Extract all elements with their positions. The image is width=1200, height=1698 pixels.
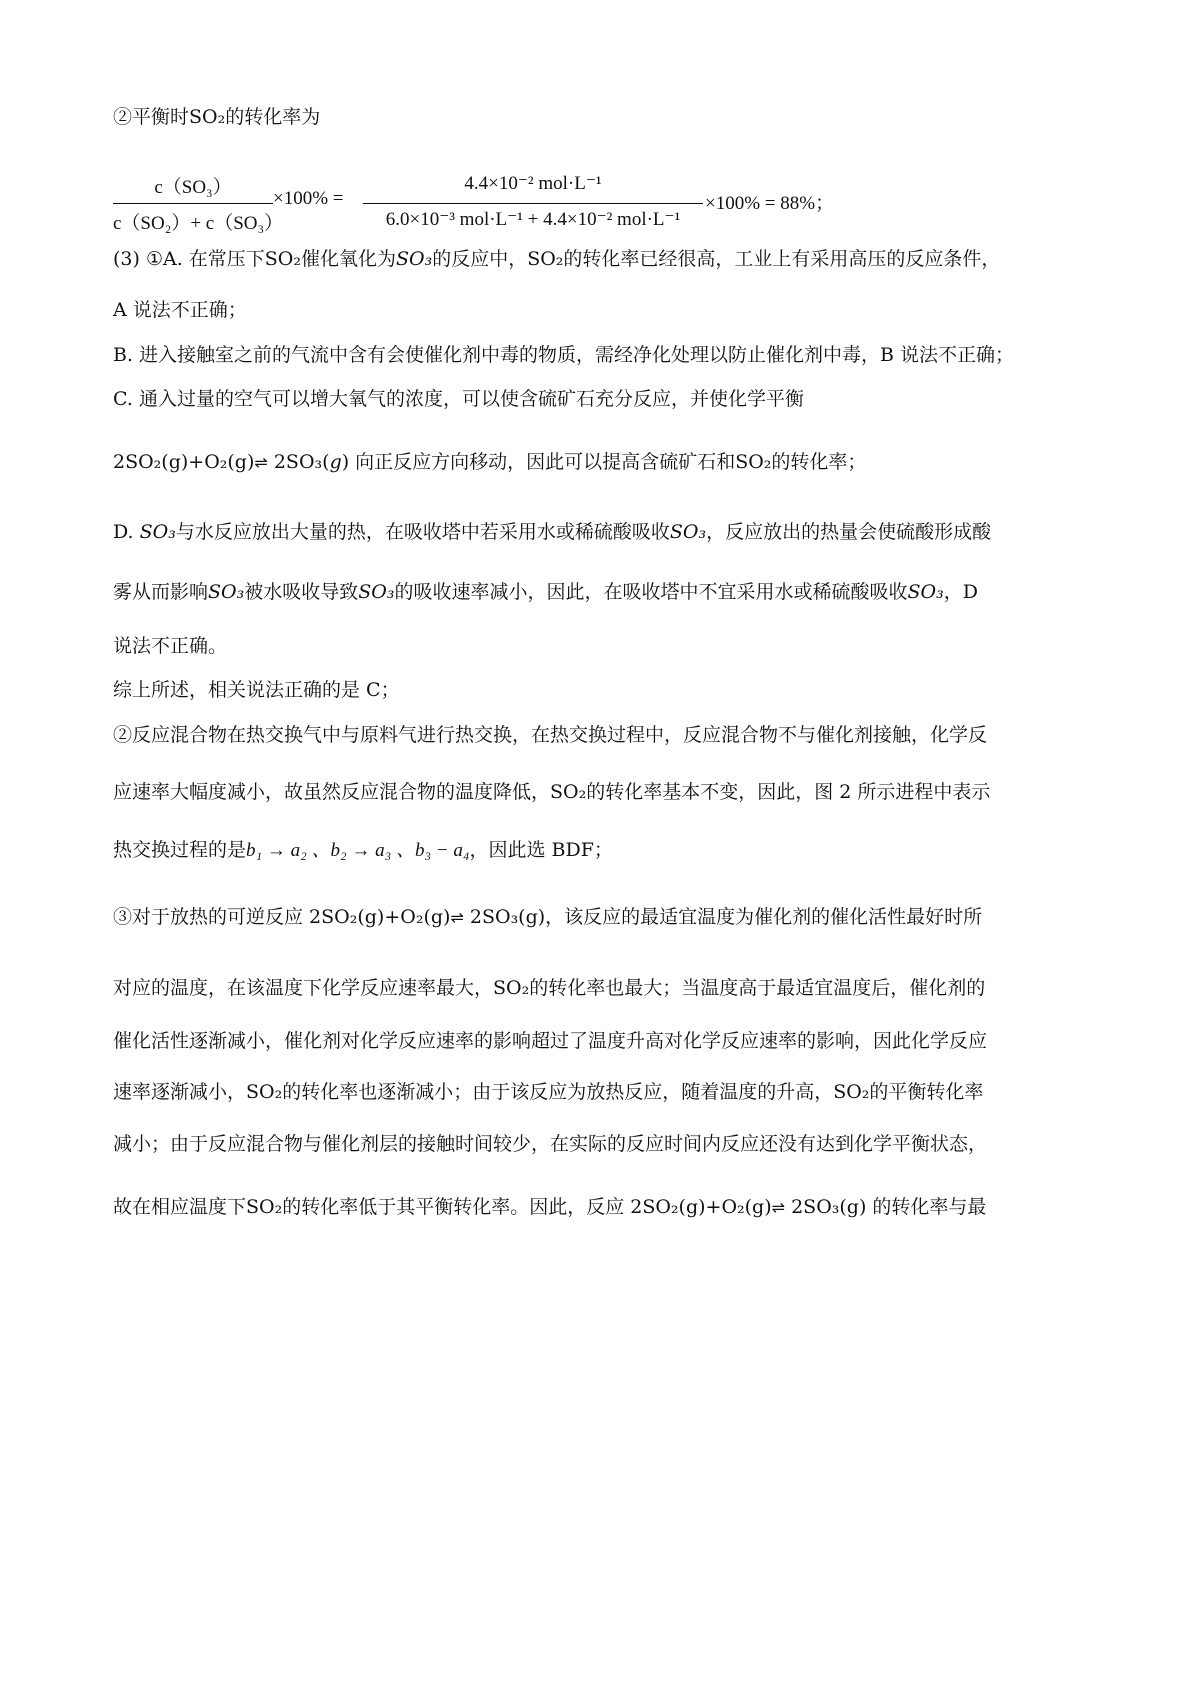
fraction-1-denominator: c（SO₂）+ c（SO₃） (113, 213, 284, 234)
equilibrium-arrow-icon: ⇌ (771, 1198, 786, 1217)
text-line-13-c: ，因此选 BDF； (469, 839, 613, 861)
text-line-15: 对应的温度，在该温度下化学反应速率最大，SO₂的转化率也最大；当温度高于最适宜温度后，催化剂的 (113, 977, 986, 999)
fraction-2-bar (363, 203, 703, 204)
text-line-6 (113, 448, 866, 477)
text-line-7-a: D. (113, 521, 140, 543)
text-line-4: B. 进入接触室之前的气流中含有会使催化剂中毒的物质，需经净化处理以防止催化剂中毒，B 说法不正确； (113, 344, 1015, 366)
so3-italic: SO₃ (396, 248, 433, 270)
text-line-19 (113, 1193, 986, 1222)
so3-italic: SO₃ (358, 581, 395, 603)
text-line-18: 减小；由于反应混合物与催化剂层的接触时间较少，在实际的反应时间内反应还没有达到化学平衡状态， (113, 1133, 988, 1155)
so3-italic: SO₃ (907, 581, 944, 603)
so3-italic: SO₃ (139, 521, 176, 543)
text-line-7-c: 与水反应放出大量的热，在吸收塔中若采用水或稀硫酸吸收 (175, 521, 670, 543)
text-line-7-e: ，反应放出的热量会使硫酸形成酸 (706, 521, 992, 543)
text-line-19-a: 故在相应温度下SO₂的转化率低于其平衡转化率。因此，反应 2SO₂(g)+O₂(g) (113, 1196, 772, 1218)
text-line-11: ②反应混合物在热交换气中与原料气进行热交换，在热交换过程中，反应混合物不与催化剂接触，化学反 (113, 724, 988, 746)
text-line-3: A 说法不正确； (113, 299, 247, 321)
text-line-8-c: 被水吸收导致 (244, 581, 359, 603)
text-line-10: 综上所述，相关说法正确的是 C； (113, 679, 400, 701)
text-line-8 (113, 578, 978, 606)
text-line-14 (113, 903, 982, 932)
text-line-8-a: 雾从而影响 (113, 581, 209, 603)
equilibrium-arrow-icon: ⇌ (254, 453, 268, 472)
fraction-2-numerator: 4.4×10⁻² mol·L⁻¹ (464, 173, 602, 194)
process-steps: b₁ → a₂ 、b₂ → a₃ 、b₃ − a₄ (246, 840, 470, 861)
eq-right-g: g (329, 451, 342, 473)
text-line-13 (113, 836, 613, 865)
fraction-2 (363, 170, 703, 240)
eq-left: 2SO₂(g)+O₂(g) (113, 451, 255, 473)
text-line-8-g: ，D (943, 581, 978, 603)
formula-result: ×100% = 88%； (705, 193, 835, 214)
eq-right-a: 2SO₃( (273, 451, 330, 473)
conversion-formula (113, 170, 1013, 240)
text-line-14-a: ③对于放热的可逆反应 2SO₂(g)+O₂(g) (113, 906, 451, 928)
equilibrium-arrow-icon: ⇌ (450, 908, 464, 927)
text-line-16: 催化活性逐渐减小，催化剂对化学反应速率的影响超过了温度升高对化学反应速率的影响，因此化学反应 (113, 1030, 988, 1052)
text-line-7 (113, 518, 991, 546)
text-line-2-c: 的反应中，SO₂的转化率已经很高，工业上有采用高压的反应条件， (432, 248, 1001, 270)
fraction-2-denominator: 6.0×10⁻³ mol·L⁻¹ + 4.4×10⁻² mol·L⁻¹ (385, 209, 681, 230)
so3-italic: SO₃ (669, 521, 707, 543)
fraction-1 (113, 170, 284, 240)
fraction-1-numerator: c（SO₃） (154, 177, 232, 198)
text-line-12: 应速率大幅度减小，故虽然反应混合物的温度降低，SO₂的转化率基本不变，因此，图 2 所示进程中表示 (113, 781, 991, 803)
text-line-2-a: (3) ①A. 在常压下SO₂催化氧化为 (113, 248, 396, 270)
so3-italic: SO₃ (208, 581, 245, 603)
fraction-1-bar (113, 203, 273, 204)
text-line-14-b: 2SO₃(g)，该反应的最适宜温度为催化剂的催化活性最好时所 (463, 906, 983, 928)
text-line-13-a: 热交换过程的是 (113, 839, 247, 861)
text-line-19-b: 2SO₃(g) 的转化率与最 (785, 1196, 987, 1218)
text-line-2 (113, 245, 1000, 273)
text-line-8-e: 的吸收速率减小，因此，在吸收塔中不宜采用水或稀硫酸吸收 (394, 581, 908, 603)
eq-right-d: ) 向正反应方向移动，因此可以提高含硫矿石和SO₂的转化率； (341, 451, 867, 473)
text-line-9: 说法不正确。 (113, 635, 228, 657)
text-line-5: C. 通入过量的空气可以增大氧气的浓度，可以使含硫矿石充分反应，并使化学平衡 (113, 388, 804, 410)
text-line-17: 速率逐渐减小，SO₂的转化率也逐渐减小；由于该反应为放热反应，随着温度的升高，SO₂的平衡转化率 (113, 1081, 984, 1103)
multiply-100-equals: ×100% = (273, 188, 344, 209)
text-line-1: ②平衡时SO₂的转化率为 (113, 106, 321, 128)
